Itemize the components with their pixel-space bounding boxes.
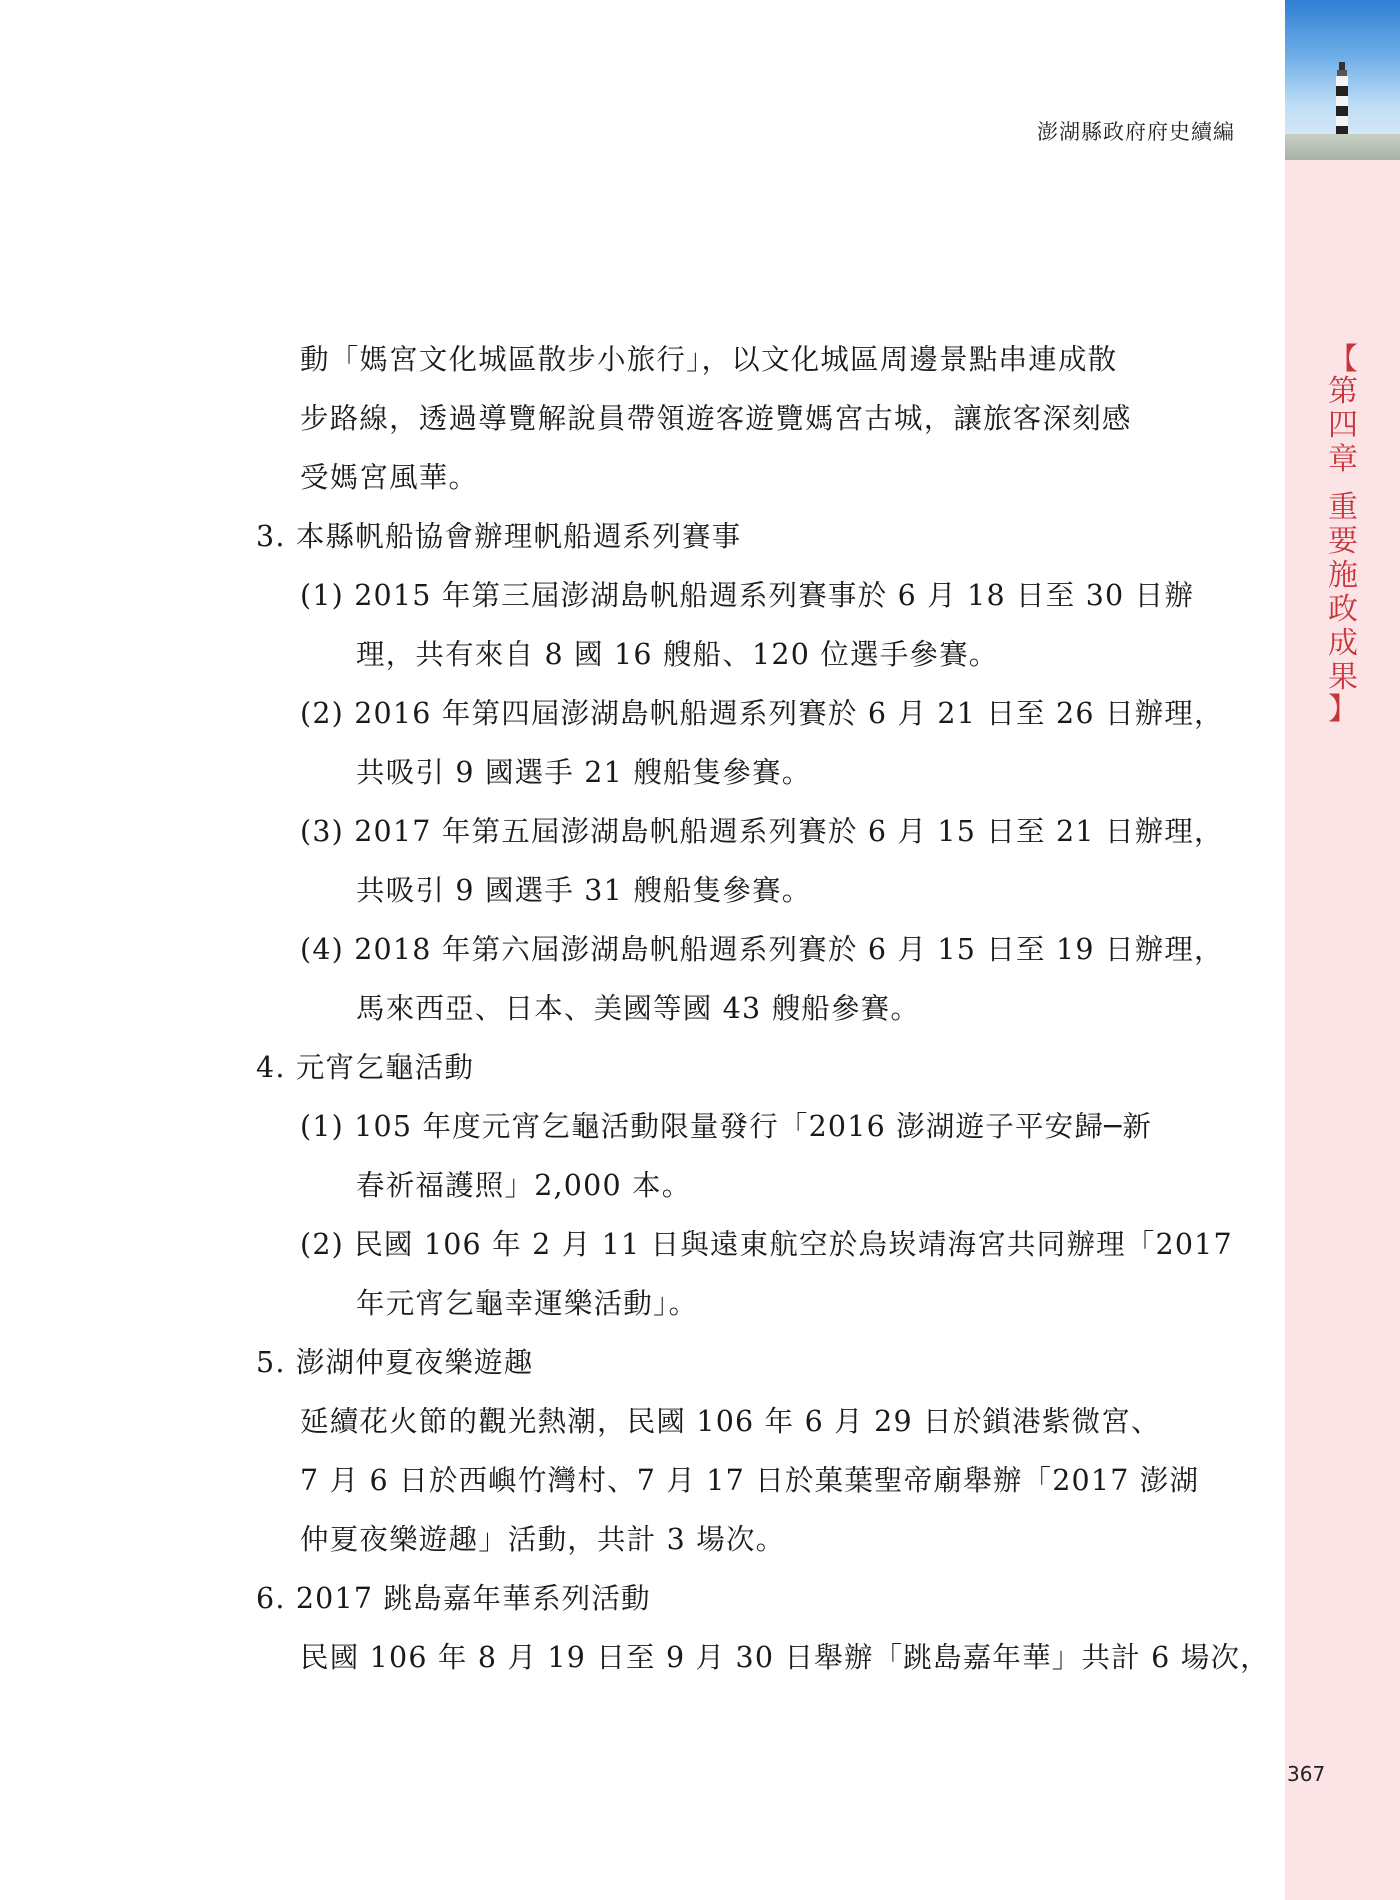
body-text — [256, 330, 1270, 1687]
page-number: 367 — [1287, 1762, 1326, 1786]
chapter-title-char: 成 — [1328, 626, 1358, 661]
chapter-title-char: 施 — [1328, 558, 1358, 593]
text-line: 6. 2017 跳島嘉年華系列活動 — [256, 1582, 651, 1615]
text-line: 共吸引 9 國選手 21 艘船隻參賽。 — [356, 756, 812, 789]
text-line: (4) 2018 年第六屆澎湖島帆船週系列賽於 6 月 15 日至 19 日辦理， — [300, 933, 1224, 966]
text-line: 理，共有來自 8 國 16 艘船、120 位選手參賽。 — [356, 638, 999, 671]
text-line: 仲夏夜樂遊趣」活動，共計 3 場次。 — [300, 1523, 786, 1556]
text-line: (1) 105 年度元宵乞龜活動限量發行「2016 澎湖遊子平安歸─新 — [300, 1110, 1153, 1143]
text-line: 共吸引 9 國選手 31 艘船隻參賽。 — [356, 874, 812, 907]
text-line: 馬來西亞、日本、美國等國 43 艘船參賽。 — [356, 992, 921, 1025]
side-strip — [1285, 0, 1400, 1900]
text-line: 年元宵乞龜幸運樂活動」。 — [356, 1287, 699, 1320]
text-line: (2) 2016 年第四屆澎湖島帆船週系列賽於 6 月 21 日至 26 日辦理， — [300, 697, 1224, 730]
chapter-title-char: 果 — [1328, 660, 1358, 695]
chapter-title — [1313, 375, 1373, 695]
chapter-open-bracket: 【 — [1328, 342, 1358, 377]
chapter-close-bracket: 】 — [1328, 692, 1358, 727]
photo-ground — [1285, 134, 1400, 160]
text-line: 步路線，透過導覽解說員帶領遊客遊覽媽宮古城，讓旅客深刻感 — [300, 402, 1132, 435]
chapter-title-char: 政 — [1328, 592, 1358, 627]
chapter-title-char: 要 — [1328, 524, 1358, 559]
text-line: 民國 106 年 8 月 19 日至 9 月 30 日舉辦「跳島嘉年華」共計 6 場次， — [300, 1641, 1270, 1674]
chapter-title-char: 第 — [1328, 374, 1358, 409]
text-line: 5. 澎湖仲夏夜樂遊趣 — [256, 1346, 534, 1379]
text-line: 受媽宮風華。 — [300, 461, 479, 494]
text-line: (1) 2015 年第三屆澎湖島帆船週系列賽事於 6 月 18 日至 30 日辦 — [300, 579, 1195, 612]
chapter-title-char — [1313, 477, 1373, 491]
chapter-title-char: 四 — [1328, 408, 1358, 443]
text-line: (2) 民國 106 年 2 月 11 日與遠東航空於烏崁靖海宮共同辦理「2017 — [300, 1228, 1233, 1261]
text-line: 春祈福護照」2,000 本。 — [356, 1169, 692, 1202]
chapter-tab — [1313, 342, 1373, 727]
lighthouse-photo — [1285, 0, 1400, 160]
chapter-title-char: 重 — [1328, 490, 1358, 525]
text-line: 延續花火節的觀光熱潮，民國 106 年 6 月 29 日於鎖港紫微宮、 — [300, 1405, 1161, 1438]
text-line: 4. 元宵乞龜活動 — [256, 1051, 475, 1084]
text-line: (3) 2017 年第五屆澎湖島帆船週系列賽於 6 月 15 日至 21 日辦理， — [300, 815, 1224, 848]
text-line: 動「媽宮文化城區散步小旅行」，以文化城區周邊景點串連成散 — [300, 343, 1118, 376]
text-line: 7 月 6 日於西嶼竹灣村、7 月 17 日於菓葉聖帝廟舉辦「2017 澎湖 — [300, 1464, 1200, 1497]
chapter-title-char: 章 — [1328, 442, 1358, 477]
running-header: 澎湖縣政府府史續編 — [1037, 120, 1235, 144]
text-line: 3. 本縣帆船協會辦理帆船週系列賽事 — [256, 520, 742, 553]
